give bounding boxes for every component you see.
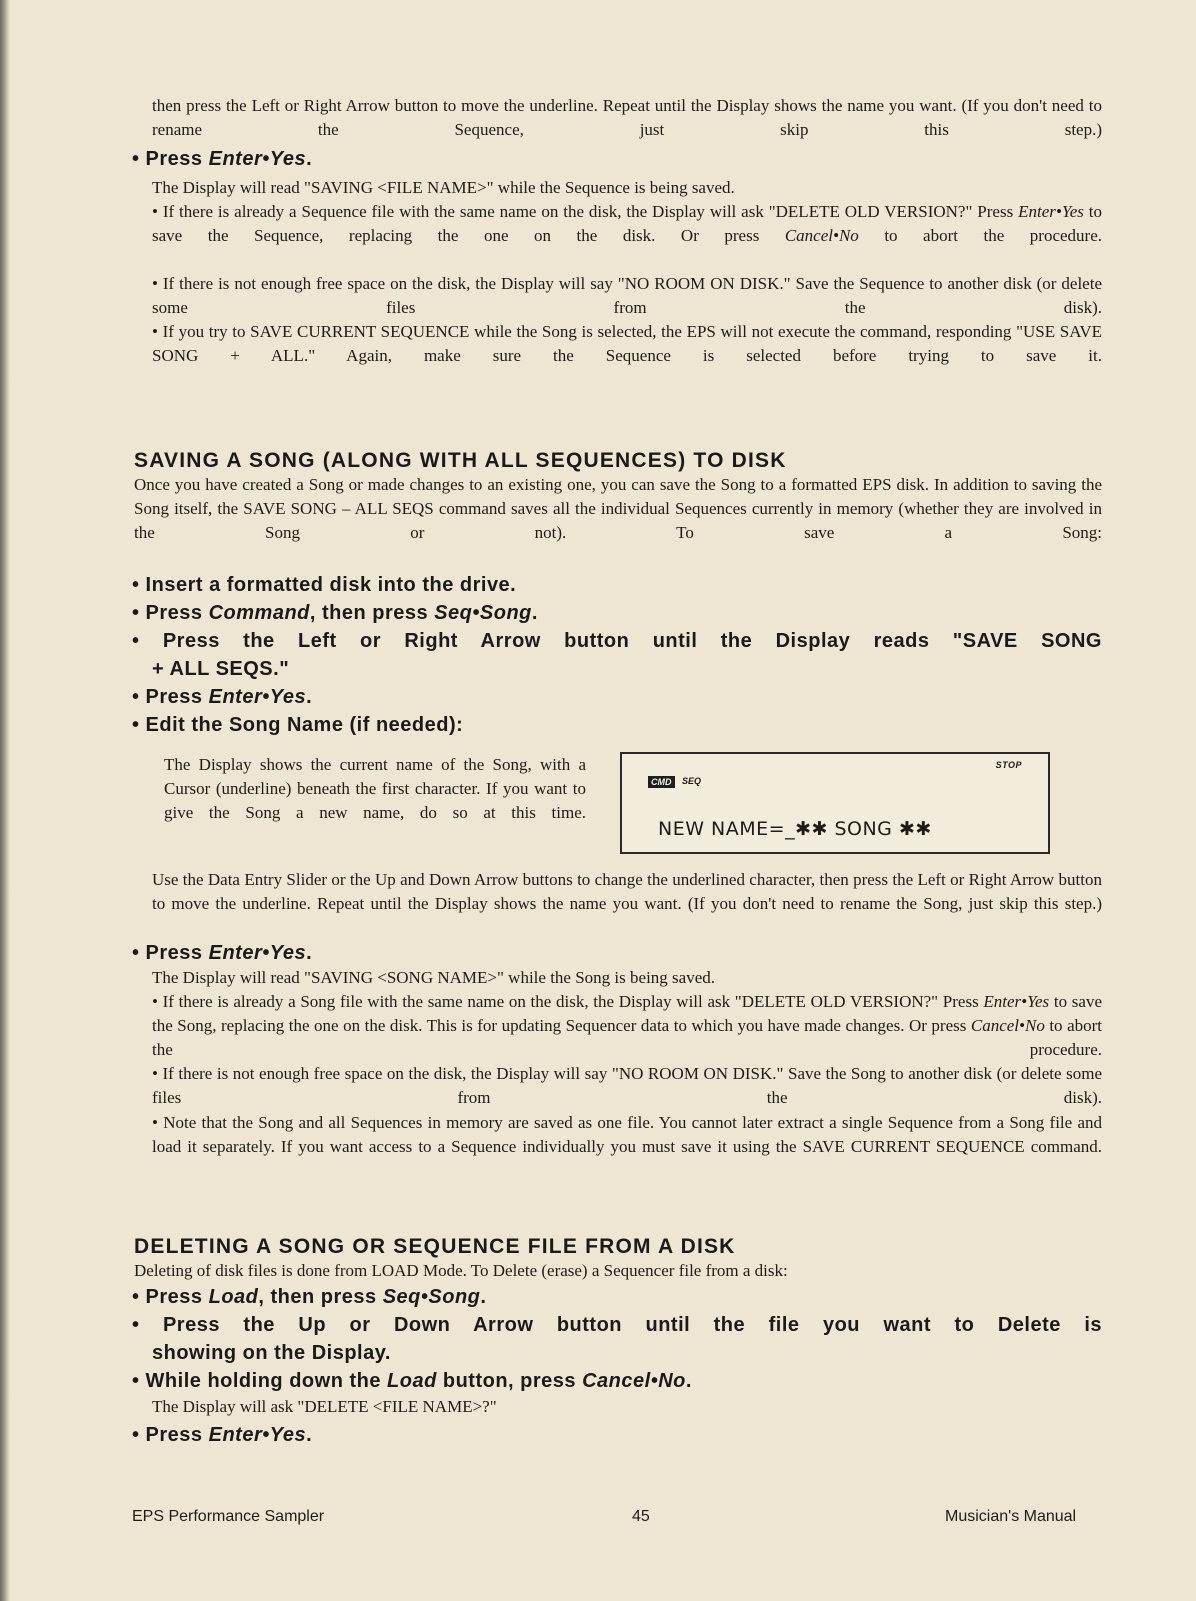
display-saving-text: The Display will read "SAVING <FILE NAME>" while the Sequence is being saved.: [152, 178, 735, 197]
edit-name-description: The Display shows the current name of the Song, with a Cursor (underline) beneath the first character. If you want to give the Song a new name, do so at this time.: [164, 755, 586, 822]
intro-paragraph: then press the Left or Right Arrow button to move the underline. Repeat until the Display shows the name you want. (If you don't need to rename the Sequence, just skip this step.): [152, 96, 1102, 139]
note-delete-old-version: • If there is already a Sequence file with the same name on the disk, the Display will ask "DELETE OLD VERSION?" Press Enter•Yes to save the Sequence, replacing the one on the disk. Or press Cancel•No to abort the procedure.: [152, 202, 1102, 245]
footer-title: EPS Performance Sampler: [132, 1508, 325, 1525]
step-press-enter-yes-3: • Press Enter•Yes.: [132, 942, 313, 964]
deleting-intro: Deleting of disk files is done from LOAD Mode. To Delete (erase) a Sequencer file from a disk:: [134, 1261, 788, 1280]
step-line: showing on the Display.: [152, 1342, 391, 1364]
step-hold-load-press-cancel: • While holding down the Load button, press Cancel•No.: [132, 1370, 692, 1392]
note-use-save-song: • If you try to SAVE CURRENT SEQUENCE while the Song is selected, the EPS will not execute the command, responding "USE SAVE SONG + ALL." Again, make sure the Sequence is selected before trying to save it.: [152, 322, 1102, 365]
cmd-indicator: CMD: [648, 776, 675, 788]
step-line: • Press the Left or Right Arrow button until the Display reads "SAVE SONG: [132, 630, 1102, 652]
note-saved-as-one-file: • Note that the Song and all Sequences in memory are saved as one file. You cannot later extract a single Sequence from a Song file and load it separately. If you want access to a Sequence individually you must save it using the SAVE CURRENT SEQUENCE command.: [152, 1113, 1102, 1156]
step-edit-song-name: • Edit the Song Name (if needed):: [132, 714, 464, 736]
note-no-room-song: • If there is not enough free space on the disk, the Display will say "NO ROOM ON DISK." Save the Song to another disk (or delete some files from the disk).: [152, 1064, 1102, 1107]
step-insert-disk: • Insert a formatted disk into the drive.: [132, 574, 517, 596]
step-press-command: • Press Command, then press Seq•Song.: [132, 602, 538, 624]
stop-indicator: STOP: [995, 760, 1022, 770]
step-press-load: • Press Load, then press Seq•Song.: [132, 1286, 487, 1308]
step-press-enter-yes: • Press Enter•Yes.: [132, 148, 313, 170]
page-binding-edge: [0, 0, 10, 1601]
note-no-room: • If there is not enough free space on the disk, the Display will say "NO ROOM ON DISK." Save the Sequence to another disk (or delete some files from the disk).: [152, 274, 1102, 317]
step-press-up-down: [132, 1311, 1102, 1367]
footer-manual: Musician's Manual: [945, 1508, 1077, 1525]
use-slider-paragraph: Use the Data Entry Slider or the Up and Down Arrow buttons to change the underlined character, then press the Left or Right Arrow button to move the underline. Repeat until the Display shows the name you want. (If you don't need to rename the Song, just skip this step.): [152, 870, 1102, 913]
section-heading-deleting-file: DELETING A SONG OR SEQUENCE FILE FROM A DISK: [134, 1235, 736, 1258]
step-line: + ALL SEQS.": [152, 658, 290, 680]
lcd-new-name-text: NEW NAME=_✱✱ SONG ✱✱: [658, 818, 932, 840]
step-press-enter-yes-2: • Press Enter•Yes.: [132, 686, 313, 708]
saving-song-intro: Once you have created a Song or made changes to an existing one, you can save the Song to a formatted EPS disk. In addition to saving the Song itself, the SAVE SONG – ALL SEQS command saves all the individual Sequences currently in memory (whether they are involved in the Song or not). To save a Song:: [134, 475, 1102, 542]
page-number: 45: [632, 1508, 650, 1525]
step-press-enter-yes-4: • Press Enter•Yes.: [132, 1424, 313, 1446]
display-saving-song-text: The Display will read "SAVING <SONG NAME>" while the Song is being saved.: [152, 968, 715, 987]
note-delete-old-version-song: • If there is already a Song file with the same name on the disk, the Display will ask "DELETE OLD VERSION?" Press Enter•Yes to save the Song, replacing the one on the disk. This is for updating Sequencer data to which you have made changes. Or press Cancel•No to abort the procedure.: [152, 992, 1103, 1059]
display-delete-text: The Display will ask "DELETE <FILE NAME>?": [152, 1397, 497, 1416]
seq-indicator: SEQ: [682, 776, 702, 786]
step-press-arrow-save-song: [132, 627, 1102, 683]
lcd-display: [620, 752, 1050, 854]
step-line: • Press the Up or Down Arrow button until the file you want to Delete is: [132, 1314, 1102, 1336]
section-heading-saving-song: SAVING A SONG (ALONG WITH ALL SEQUENCES) TO DISK: [134, 449, 787, 472]
